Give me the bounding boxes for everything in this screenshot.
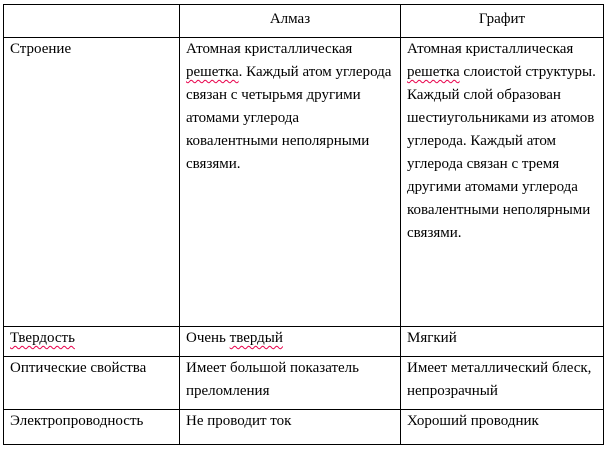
spellcheck-marked-word[interactable]: твердый xyxy=(229,330,283,346)
graphite-optical: Имеет металлический блеск, непрозрачный xyxy=(401,357,604,410)
graphite-structure-text-start: Атомная кристаллическая xyxy=(407,41,574,57)
header-diamond: Алмаз xyxy=(180,5,401,38)
row-hardness xyxy=(4,327,604,357)
comparison-table xyxy=(3,4,604,445)
property-conductivity: Электропроводность xyxy=(4,410,180,445)
diamond-conductivity: Не проводит ток xyxy=(180,410,401,445)
row-conductivity xyxy=(4,410,604,445)
diamond-structure xyxy=(180,38,401,327)
spellcheck-marked-word[interactable]: решетка xyxy=(407,64,460,80)
diamond-hardness xyxy=(180,327,401,357)
graphite-structure-text-end: слоистой структуры. Каждый слой образован шестиугольниками из атомов углерода. Каждый атом углерода связан с тремя другими атомами углерода ковалентными неполярными связями. xyxy=(407,64,596,241)
property-optical: Оптические свойства xyxy=(4,357,180,410)
row-optical xyxy=(4,357,604,410)
graphite-hardness: Мягкий xyxy=(401,327,604,357)
row-structure xyxy=(4,38,604,327)
diamond-structure-text-end: . Каждый атом углерода связан с четырьмя другими атомами углерода ковалентными неполярными связями. xyxy=(186,64,392,172)
header-empty-cell xyxy=(4,5,180,38)
diamond-hardness-text-start: Очень xyxy=(186,330,230,346)
diamond-structure-text-start: Атомная кристаллическая xyxy=(186,41,353,57)
spellcheck-marked-word[interactable]: решетка xyxy=(186,64,239,80)
spellcheck-marked-word[interactable]: Твердость xyxy=(10,330,75,346)
property-hardness xyxy=(4,327,180,357)
property-structure: Строение xyxy=(4,38,180,327)
graphite-conductivity: Хороший проводник xyxy=(401,410,604,445)
diamond-optical: Имеет большой показатель преломления xyxy=(180,357,401,410)
graphite-structure xyxy=(401,38,604,327)
header-graphite: Графит xyxy=(401,5,604,38)
header-row xyxy=(4,5,604,38)
